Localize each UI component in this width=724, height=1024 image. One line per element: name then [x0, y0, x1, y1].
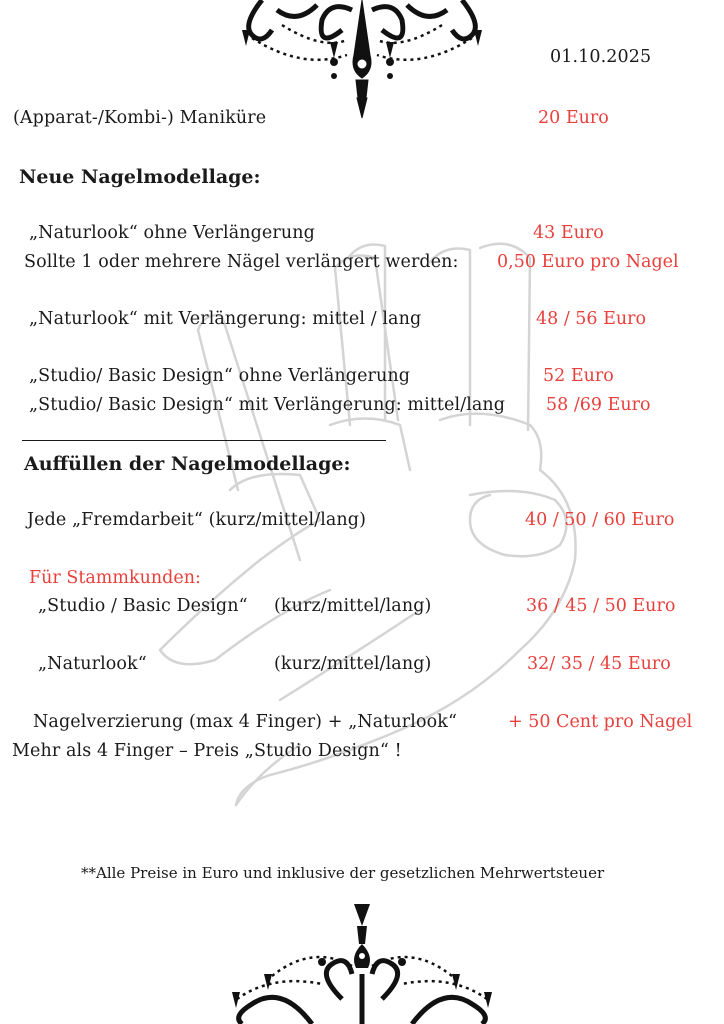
service-price: 0,50 Euro pro Nagel: [497, 252, 679, 272]
manicure-label: (Apparat-/Kombi-) Maniküre: [13, 108, 267, 128]
refill-heading: Auffüllen der Nagelmodellage:: [24, 453, 351, 475]
regular-service-sizes: (kurz/mittel/lang): [274, 596, 432, 616]
regular-service-price: 32/ 35 / 45 Euro: [527, 654, 671, 674]
service-price: 43 Euro: [533, 223, 604, 243]
decoration-note: Mehr als 4 Finger – Preis „Studio Design“ !: [12, 741, 402, 761]
decoration-label: Nagelverzierung (max 4 Finger) + „Naturlook“: [33, 712, 457, 732]
manicure-price: 20 Euro: [538, 108, 609, 128]
new-modelling-heading: Neue Nagelmodellage:: [19, 166, 261, 188]
regular-service-price: 36 / 45 / 50 Euro: [526, 596, 676, 616]
section-divider: [22, 440, 386, 441]
price-list-date: 01.10.2025: [550, 47, 652, 67]
service-label: „Naturlook“ mit Verlängerung: mittel / lang: [29, 309, 422, 329]
service-price: 52 Euro: [543, 366, 614, 386]
chandelier-ornament-bottom: [212, 904, 512, 1024]
service-label: „Naturlook“ ohne Verlängerung: [29, 223, 315, 243]
service-price: 58 /69 Euro: [546, 395, 651, 415]
decoration-price: + 50 Cent pro Nagel: [508, 712, 693, 732]
service-label: Sollte 1 oder mehrere Nägel verlängert werden:: [24, 252, 459, 272]
regular-service-label: „Studio / Basic Design“: [38, 596, 248, 616]
chandelier-ornament-top: [222, 0, 502, 120]
foreign-work-price: 40 / 50 / 60 Euro: [525, 510, 675, 530]
regular-service-sizes: (kurz/mittel/lang): [274, 654, 432, 674]
service-price: 48 / 56 Euro: [536, 309, 647, 329]
footer-note: **Alle Preise in Euro und inklusive der gesetzlichen Mehrwertsteuer: [81, 864, 605, 882]
foreign-work-label: Jede „Fremdarbeit“ (kurz/mittel/lang): [27, 510, 367, 530]
regulars-label: Für Stammkunden:: [29, 568, 201, 588]
regular-service-label: „Naturlook“: [38, 654, 147, 674]
service-label: „Studio/ Basic Design“ ohne Verlängerung: [29, 366, 411, 386]
service-label: „Studio/ Basic Design“ mit Verlängerung: mittel/lang: [29, 395, 506, 415]
